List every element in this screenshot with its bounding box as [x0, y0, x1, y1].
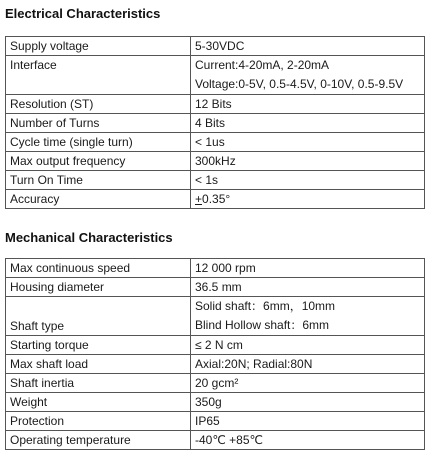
row-value: Axial:20N; Radial:80N	[191, 355, 425, 374]
table-row	[6, 171, 425, 190]
solid-shaft-line: Solid shaft：6mm，10mm	[195, 299, 336, 313]
accuracy-value: 0.35°	[202, 192, 231, 206]
row-label: Weight	[6, 393, 191, 412]
table-row	[6, 190, 425, 209]
electrical-characteristics-table	[5, 36, 425, 209]
section-title-mechanical: Mechanical Characteristics	[5, 230, 173, 245]
row-value: 5-30VDC	[191, 37, 425, 56]
table-row	[6, 133, 425, 152]
section-title-electrical: Electrical Characteristics	[5, 6, 161, 21]
row-label: Protection	[6, 412, 191, 431]
table-row	[6, 56, 425, 95]
table-row	[6, 37, 425, 56]
table-row	[6, 336, 425, 355]
row-value: 20 gcm²	[191, 374, 425, 393]
row-label: Turn On Time	[6, 171, 191, 190]
table-row	[6, 393, 425, 412]
row-value: ≤ 2 N cm	[191, 336, 425, 355]
row-label: Shaft type	[6, 297, 191, 336]
table-row	[6, 297, 425, 336]
row-value: < 1us	[191, 133, 425, 152]
table-row	[6, 152, 425, 171]
row-label: Supply voltage	[6, 37, 191, 56]
row-label: Operating temperature	[6, 431, 191, 450]
row-value: IP65	[191, 412, 425, 431]
row-value-multi	[191, 56, 425, 95]
table-row	[6, 374, 425, 393]
table-row	[6, 114, 425, 133]
row-label: Housing diameter	[6, 278, 191, 297]
row-value: < 1s	[191, 171, 425, 190]
mechanical-characteristics-table	[5, 258, 425, 450]
row-label: Max continuous speed	[6, 259, 191, 278]
plus-minus-sign: +	[195, 192, 203, 206]
row-value: 36.5 mm	[191, 278, 425, 297]
table-row	[6, 355, 425, 374]
row-value: 350g	[191, 393, 425, 412]
row-label: Starting torque	[6, 336, 191, 355]
row-value: 300kHz	[191, 152, 425, 171]
table-row	[6, 278, 425, 297]
table-row	[6, 431, 425, 450]
row-value: 12 000 rpm	[191, 259, 425, 278]
row-value: 4 Bits	[191, 114, 425, 133]
table-row	[6, 259, 425, 278]
row-value: 12 Bits	[191, 95, 425, 114]
row-label: Number of Turns	[6, 114, 191, 133]
row-label: Accuracy	[6, 190, 191, 209]
row-value-multi	[191, 297, 425, 336]
row-label: Shaft inertia	[6, 374, 191, 393]
row-label: Interface	[6, 56, 191, 95]
row-label: Resolution (ST)	[6, 95, 191, 114]
row-value: -40℃ +85℃	[191, 431, 425, 450]
hollow-shaft-line: Blind Hollow shaft：6mm	[195, 318, 330, 332]
row-label: Cycle time (single turn)	[6, 133, 191, 152]
table-row	[6, 412, 425, 431]
row-label: Max shaft load	[6, 355, 191, 374]
row-label: Max output frequency	[6, 152, 191, 171]
interface-current-line: Current:4-20mA, 2-20mA	[195, 58, 330, 72]
row-value	[191, 190, 425, 209]
interface-voltage-line: Voltage:0-5V, 0.5-4.5V, 0-10V, 0.5-9.5V	[195, 77, 404, 91]
table-row	[6, 95, 425, 114]
